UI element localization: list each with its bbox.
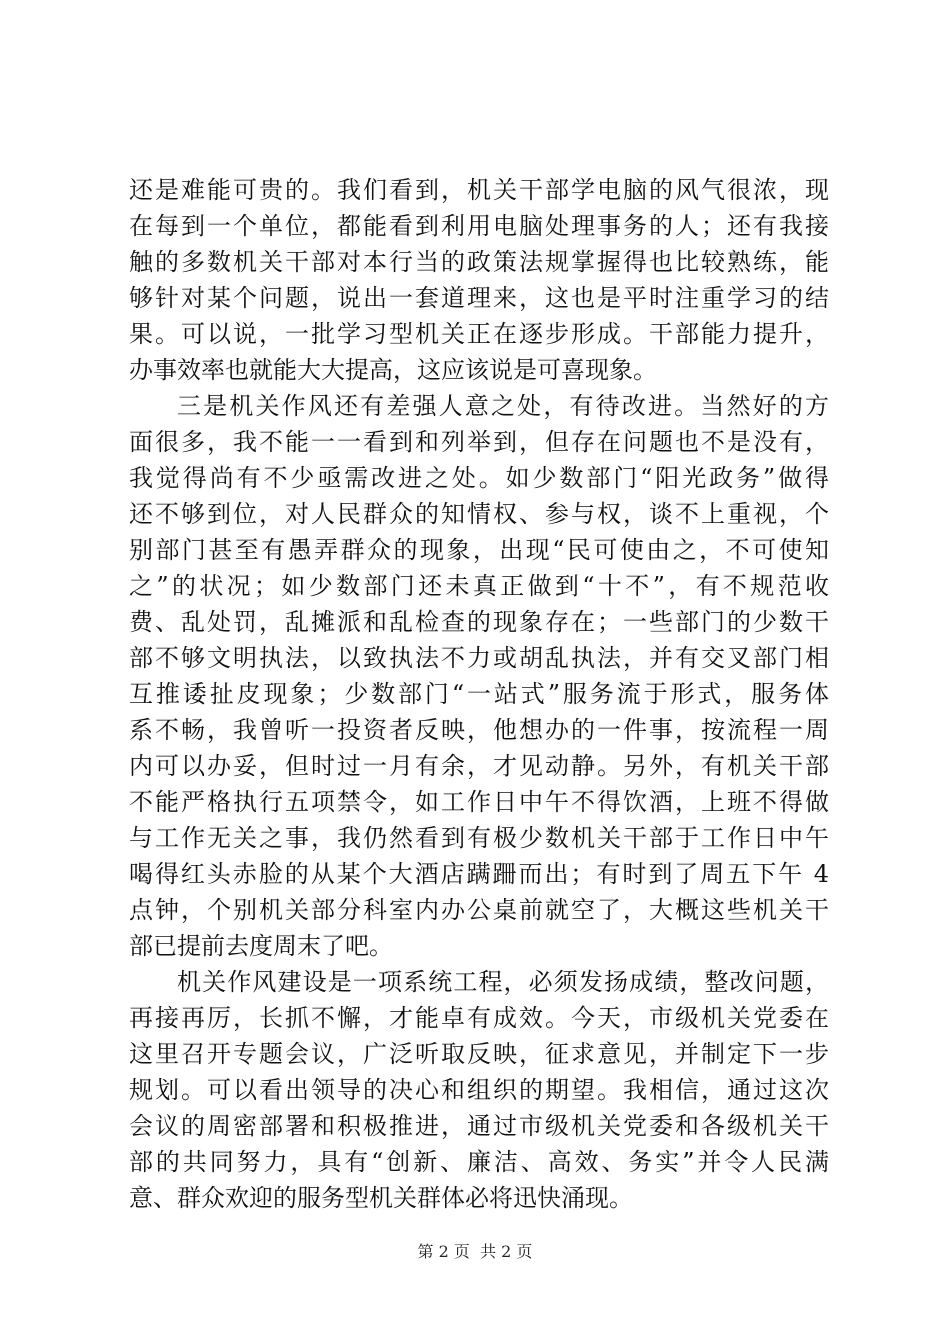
text-line: 部不够文明执法，以致执法不力或胡乱执法，并有交叉部门相: [129, 644, 829, 672]
text-line: 还不够到位，对人民群众的知情权、参与权，谈不上重视，个: [129, 500, 829, 528]
paragraph-2: [129, 388, 829, 964]
paragraph-1: [129, 172, 829, 388]
text-line: 会议的周密部署和积极推进，通过市级机关党委和各级机关干: [129, 1112, 829, 1140]
page-number-label: 第 2 页 共 2 页: [417, 1242, 533, 1261]
text-line: 我觉得尚有不少亟需改进之处。如少数部门“阳光政务”做得: [129, 464, 829, 492]
text-line: 果。可以说，一批学习型机关正在逐步形成。干部能力提升，: [129, 320, 829, 348]
text-line: 不能严格执行五项禁令，如工作日中午不得饮酒，上班不得做: [129, 788, 829, 816]
text-line: 规划。可以看出领导的决心和组织的期望。我相信，通过这次: [129, 1076, 829, 1104]
text-line: 三是机关作风还有差强人意之处，有待改进。当然好的方: [177, 392, 829, 420]
text-line: 内可以办妥，但时过一月有余，才见动静。另外，有机关干部: [129, 752, 829, 780]
text-line: 部的共同努力，具有“创新、廉洁、高效、务实”并令人民满: [129, 1148, 829, 1176]
text-line: 喝得红头赤脸的从某个大酒店蹒跚而出；有时到了周五下午 4: [129, 860, 829, 888]
text-line: 面很多，我不能一一看到和列举到，但存在问题也不是没有，: [129, 428, 829, 456]
text-line: 办事效率也就能大大提高，这应该说是可喜现象。: [129, 356, 657, 384]
paragraph-3: [129, 964, 829, 1216]
text-line: 与工作无关之事，我仍然看到有极少数机关干部于工作日中午: [129, 824, 829, 852]
text-line: 费、乱处罚，乱摊派和乱检查的现象存在；一些部门的少数干: [129, 608, 829, 636]
text-line: 系不畅，我曾听一投资者反映，他想办的一件事，按流程一周: [129, 716, 829, 744]
text-line: 部已提前去度周末了吧。: [129, 932, 393, 960]
text-line: 之”的状况；如少数部门还未真正做到“十不”，有不规范收: [129, 572, 829, 600]
text-line: 点钟，个别机关部分科室内办公桌前就空了，大概这些机关干: [129, 896, 829, 924]
text-line: 够针对某个问题，说出一套道理来，这也是平时注重学习的结: [129, 284, 829, 312]
text-line: 意、群众欢迎的服务型机关群体必将迅快涌现。: [129, 1184, 633, 1212]
text-line: 再接再厉，长抓不懈，才能卓有成效。今天，市级机关党委在: [129, 1004, 829, 1032]
text-line: 互推诿扯皮现象；少数部门“一站式”服务流于形式，服务体: [129, 680, 829, 708]
text-line: 触的多数机关干部对本行当的政策法规掌握得也比较熟练，能: [129, 248, 829, 276]
text-line: 还是难能可贵的。我们看到，机关干部学电脑的风气很浓，现: [129, 176, 829, 204]
text-line: 这里召开专题会议，广泛听取反映，征求意见，并制定下一步: [129, 1040, 829, 1068]
text-line: 在每到一个单位，都能看到利用电脑处理事务的人；还有我接: [129, 212, 829, 240]
text-line: 别部门甚至有愚弄群众的现象，出现“民可使由之，不可使知: [129, 536, 829, 564]
body-text: [129, 172, 829, 1216]
text-line: 机关作风建设是一项系统工程，必须发扬成绩，整改问题，: [177, 968, 829, 996]
page-footer: [0, 1242, 950, 1262]
